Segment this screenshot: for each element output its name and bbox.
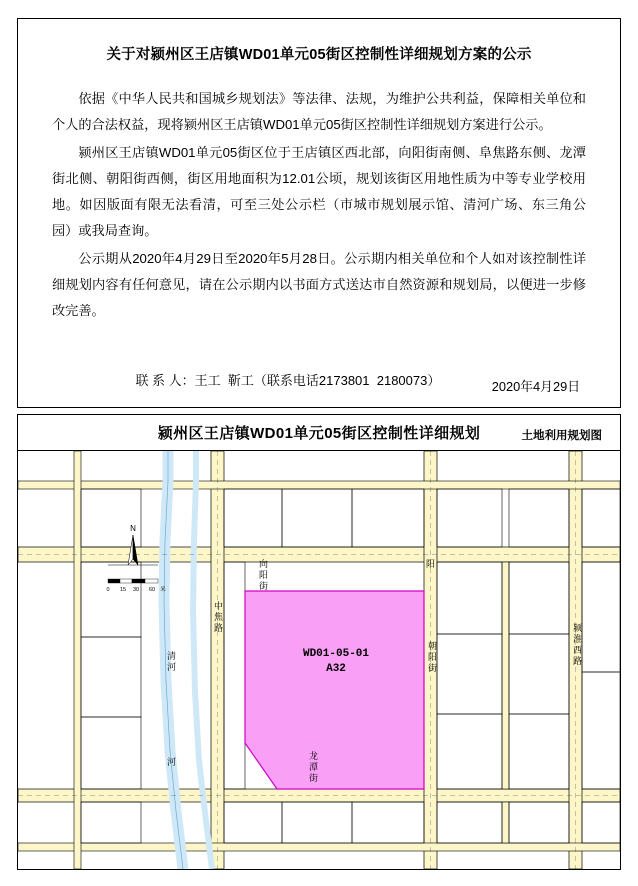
notice-paragraph: 颍州区王店镇WD01单元05街区位于王店镇区西北部，向阳街南侧、阜焦路东侧、龙潭街北侧、朝阳街西侧，街区用地面积为12.01公顷，规划该街区用地性质为中等专业学校用地。如因版面有限无法看清，可至三处公示栏（市城市规划展示馆、清河广场、东三角公园）或我局查询。 [52,145,586,238]
notice-panel [17,18,621,408]
parcel-use-code: A32 [326,663,346,675]
svg-text:N: N [130,524,136,533]
street-label-xiangyang: 向阳街 [258,559,269,591]
notice-paragraph: 依据《中华人民共和国城乡规划法》等法律、法规，为维护公共利益，保障相关单位和个人的合法权益，现将颍州区王店镇WD01单元05街区控制性详细规划方案进行公示。 [52,91,586,132]
svg-text:0: 0 [106,587,110,593]
svg-text:60: 60 [148,587,156,593]
compass-rose [96,521,170,601]
notice-date: 2020年4月29日 [491,379,580,394]
svg-text:15: 15 [119,587,127,593]
svg-text:米: 米 [160,587,166,593]
notice-paragraph: 公示期从2020年4月29日至2020年5月28日。公示期内相关单位和个人如对该控制性详细规划内容有任何意见，请在公示期内以书面方式送达市自然资源和规划局，以便进一步修改完善。 [52,251,586,318]
street-label-yang: 阳 [425,559,436,569]
contact-person-value: 王工 靳工（联系电话2173801 2180073） [194,373,441,388]
map-subtitle: 土地利用规划图 [521,430,602,442]
map-canvas[interactable] [18,451,620,869]
parcel-wd01-05-01[interactable] [245,591,424,789]
street-label-yinghuaixilu: 颍淮西路 [572,623,583,666]
parcel-code: WD01-05-01 [302,648,369,660]
street-label-longtanjie: 龙潭街 [308,751,319,783]
map-header [18,415,620,451]
street-label-chaoyang: 朝阳街 [427,641,438,673]
map-title: 颍州区王店镇WD01单元05街区控制性详细规划 [157,425,481,442]
street-label-zhongjiaolu: 中焦路 [213,601,224,633]
contact-person-label: 联 系 人： [135,373,195,388]
parcel-code-label [276,647,396,677]
map-panel [17,414,621,870]
notice-title: 关于对颍州区王店镇WD01单元05街区控制性详细规划方案的公示 [106,47,532,63]
notice-body [52,86,586,324]
street-label-qinghe: 清河 [166,651,177,672]
svg-text:30: 30 [132,587,140,593]
street-label-he: 河 [166,757,177,767]
